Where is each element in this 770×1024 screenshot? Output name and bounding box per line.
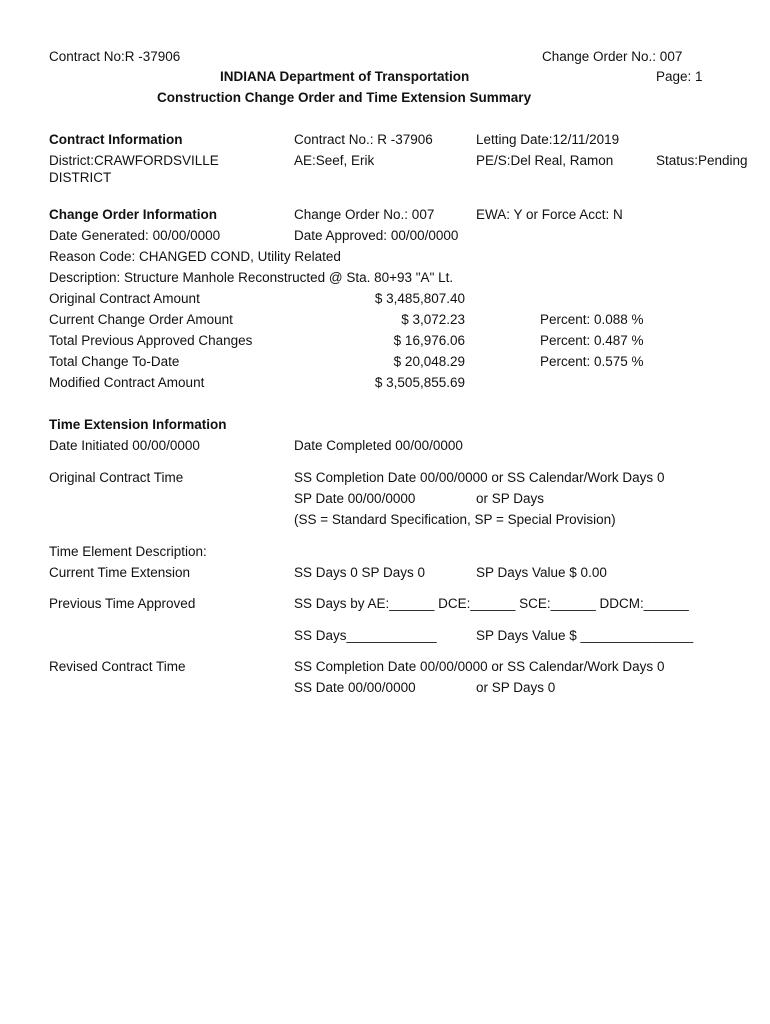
time-extension-heading: Time Extension Information (49, 417, 227, 432)
header-contract-no: Contract No:R -37906 (49, 49, 181, 64)
status-value: Status:Pending (656, 153, 748, 168)
amount-label: Current Change Order Amount (49, 312, 233, 327)
letting-date: Letting Date:12/11/2019 (476, 132, 620, 147)
date-initiated: Date Initiated 00/00/0000 (49, 438, 200, 453)
amount-value: $ 3,485,807.40 (374, 291, 465, 306)
original-completion-line: SS Completion Date 00/00/0000 or SS Calendar/Work Days 0 (294, 470, 665, 485)
previous-sp-days-value: SP Days Value $ _______________ (476, 628, 694, 643)
time-element-description-label: Time Element Description: (49, 544, 207, 559)
current-ss-sp-days: SS Days 0 SP Days 0 (294, 565, 426, 580)
abbreviation-note: (SS = Standard Specification, SP = Special Provision) (294, 512, 616, 527)
previous-ss-days-by: SS Days by AE:______ DCE:______ SCE:______ DDCM:______ (294, 596, 689, 611)
amount-value: $ 3,505,855.69 (374, 375, 465, 390)
amount-value: $ 16,976.06 (393, 333, 465, 348)
ae-name: AE:Seef, Erik (294, 153, 375, 168)
district-line-1: District:CRAWFORDSVILLE (49, 153, 219, 168)
header-change-order-no: Change Order No.: 007 (542, 49, 683, 64)
amount-value: $ 20,048.29 (393, 354, 465, 369)
original-contract-time-label: Original Contract Time (49, 470, 184, 485)
amount-percent: Percent: 0.088 % (540, 312, 644, 327)
amount-value: $ 3,072.23 (401, 312, 465, 327)
amount-percent: Percent: 0.487 % (540, 333, 644, 348)
contract-info-contract-no: Contract No.: R -37906 (294, 132, 433, 147)
date-completed: Date Completed 00/00/0000 (294, 438, 463, 453)
amount-label: Modified Contract Amount (49, 375, 205, 390)
amount-percent: Percent: 0.575 % (540, 354, 644, 369)
previous-ss-days: SS Days____________ (294, 628, 437, 643)
contract-info-heading: Contract Information (49, 132, 183, 147)
original-sp-date: SP Date 00/00/0000 (294, 491, 416, 506)
current-time-extension-label: Current Time Extension (49, 565, 191, 580)
amount-label: Original Contract Amount (49, 291, 200, 306)
ewa-force-acct: EWA: Y or Force Acct: N (476, 207, 623, 222)
revised-sp-days: or SP Days 0 (476, 680, 556, 695)
date-approved: Date Approved: 00/00/0000 (294, 228, 459, 243)
original-sp-days: or SP Days (476, 491, 545, 506)
revised-ss-date: SS Date 00/00/0000 (294, 680, 416, 695)
current-sp-days-value: SP Days Value $ 0.00 (476, 565, 607, 580)
change-order-heading: Change Order Information (49, 207, 218, 222)
pes-name: PE/S:Del Real, Ramon (476, 153, 614, 168)
date-generated: Date Generated: 00/00/0000 (49, 228, 221, 243)
amount-label: Total Change To-Date (49, 354, 180, 369)
district-line-2: DISTRICT (49, 170, 112, 185)
revised-completion-line: SS Completion Date 00/00/0000 or SS Calendar/Work Days 0 (294, 659, 665, 674)
reason-code: Reason Code: CHANGED COND, Utility Related (49, 249, 341, 264)
page-number: Page: 1 (656, 69, 703, 84)
amount-label: Total Previous Approved Changes (49, 333, 253, 348)
revised-contract-time-label: Revised Contract Time (49, 659, 186, 674)
report-subtitle: Construction Change Order and Time Extension Summary (157, 90, 532, 105)
description: Description: Structure Manhole Reconstructed @ Sta. 80+93 "A" Lt. (49, 270, 454, 285)
department-title: INDIANA Department of Transportation (220, 69, 470, 84)
change-order-no: Change Order No.: 007 (294, 207, 435, 222)
previous-time-approved-label: Previous Time Approved (49, 596, 196, 611)
